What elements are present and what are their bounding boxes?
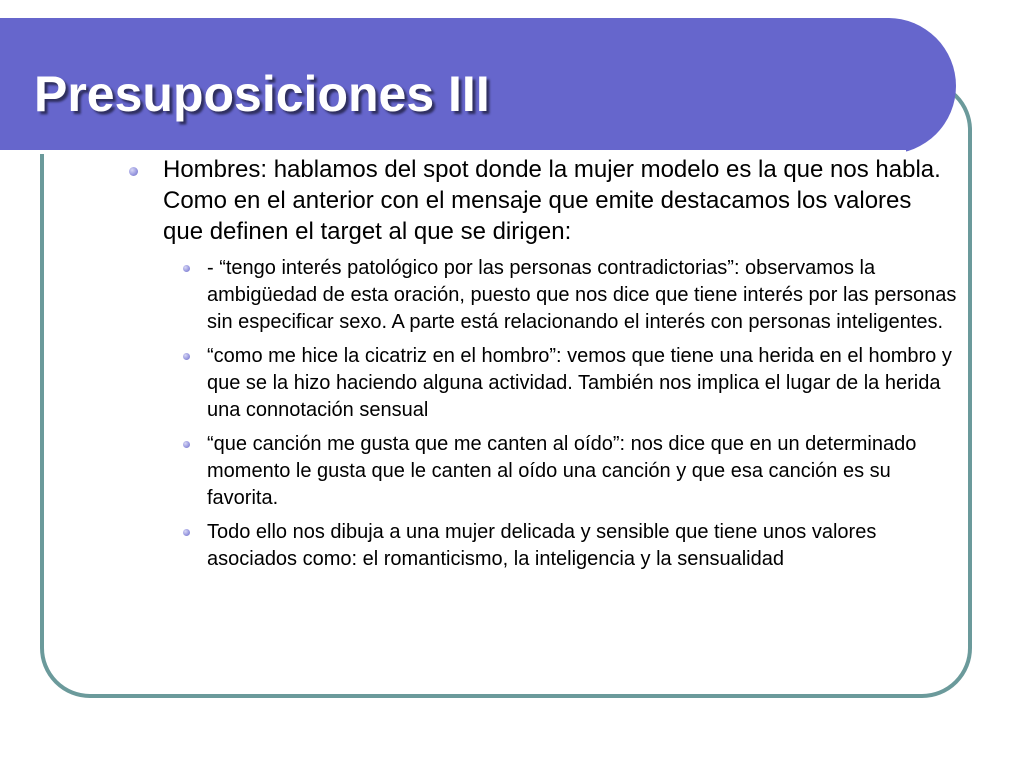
sub-bullet-item [128, 431, 958, 512]
slide-body [128, 154, 958, 580]
bullet-dot-icon [183, 441, 190, 448]
main-bullet [128, 154, 958, 247]
title-bar [0, 18, 956, 154]
sub-bullet-list [128, 255, 958, 573]
main-bullet-text: Hombres: hablamos del spot donde la mujer modelo es la que nos habla. Como en el anterior con el mensaje que emite destacamos los valores que definen el target al que se dirigen: [163, 156, 941, 245]
sub-bullet-text: “que canción me gusta que me canten al oído”: nos dice que en un determinado momento le gusta que le canten al oído una canción y que esa canción es su favorita. [207, 433, 917, 509]
bullet-dot-icon [183, 529, 190, 536]
bullet-dot-icon [129, 167, 138, 176]
sub-bullet-item [128, 255, 958, 336]
bullet-dot-icon [183, 353, 190, 360]
sub-bullet-text: “como me hice la cicatriz en el hombro”: vemos que tiene una herida en el hombro y que se la hizo haciendo alguna actividad. También nos implica el lugar de la herida una connotación sensual [207, 345, 952, 421]
bullet-dot-icon [183, 265, 190, 272]
sub-bullet-item [128, 343, 958, 424]
sub-bullet-text: - “tengo interés patológico por las personas contradictorias”: observamos la ambigüedad de esta oración, puesto que nos dice que tiene interés por las personas sin especificar sexo. A parte está relacionando el interés con personas inteligentes. [207, 257, 957, 333]
sub-bullet-text: Todo ello nos dibuja a una mujer delicada y sensible que tiene unos valores asociados como: el romanticismo, la inteligencia y la sensualidad [207, 521, 877, 570]
sub-bullet-item [128, 519, 958, 573]
slide-title: Presuposiciones III [34, 66, 490, 122]
